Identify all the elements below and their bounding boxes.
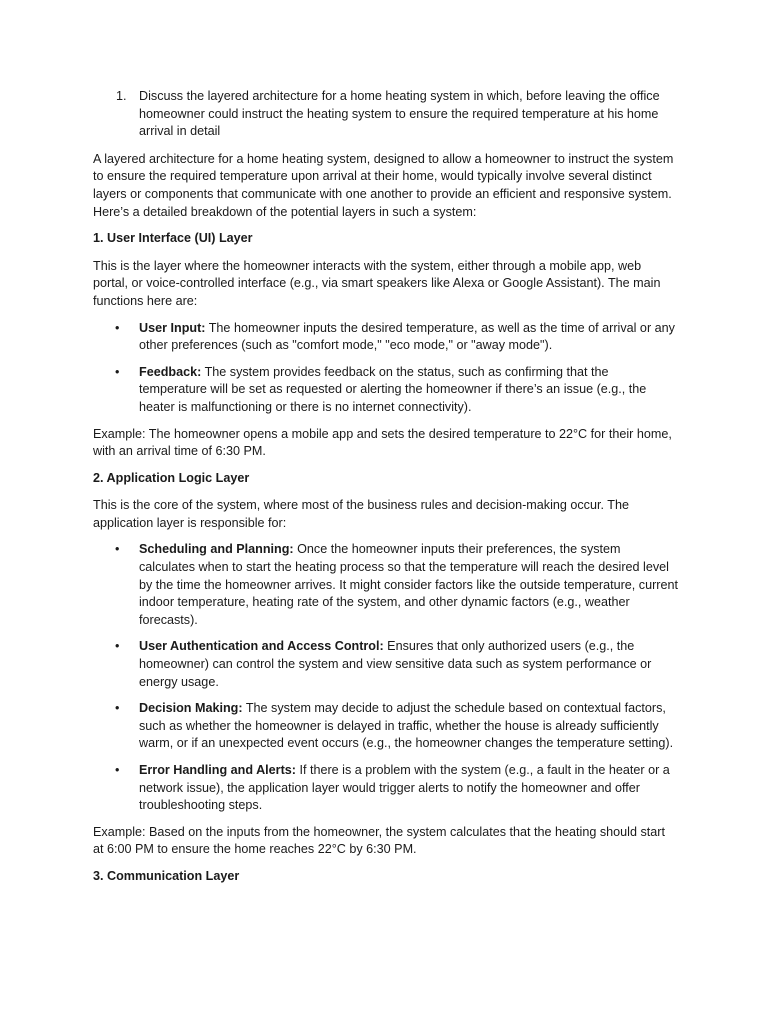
bullet-text: The system may decide to adjust the schedule based on contextual factors, such as whether the homeowner is delayed in traffic, whether the house is already sufficiently warm, or if an unexpected event occurs (e.g., the homeowner changes the temperature setting). [139, 701, 674, 751]
example-paragraph: Example: The homeowner opens a mobile app and sets the desired temperature to 22°C for their home, with an arrival time of 6:30 PM. [93, 426, 672, 459]
bullet-lead: Error Handling and Alerts: [139, 763, 296, 777]
bullet-text: Ensures that only authorized users (e.g., the homeowner) can control the system and view sensitive data such as system performance or energy usage. [139, 639, 652, 689]
bullet-lead: User Authentication and Access Control: [139, 639, 384, 654]
list-item [93, 541, 678, 629]
bullet-icon: • [115, 542, 120, 557]
list-item [93, 364, 678, 417]
question-text: Discuss the layered architecture for a home heating system in which, before leaving the office homeowner could instruct the heating system to ensure the required temperature at his home arrival in detail [139, 89, 660, 139]
bullet-text: The system provides feedback on the status, such as confirming that the temperature will be set as requested or alerting the homeowner if there’s an issue (e.g., the heater is malfunctioning or there is no internet connectivity). [139, 364, 647, 414]
question-item [93, 88, 678, 141]
bullet-lead: Decision Making: [139, 701, 243, 716]
intro-paragraph: A layered architecture for a home heating system, designed to allow a homeowner to instruct the system to ensure the required temperature upon arrival at their home, would typically involve several distinct layers or components that communicate with one another to provide an efficient and responsive system. Here’s a detailed breakdown of the potential layers in such a system: [93, 151, 674, 219]
question-number: 1. [116, 89, 127, 103]
section-heading: 1. User Interface (UI) Layer [93, 231, 253, 246]
bullet-icon: • [115, 763, 120, 777]
example-paragraph: Example: Based on the inputs from the homeowner, the system calculates that the heating should start at 6:00 PM to ensure the home reaches 22°C by 6:30 PM. [93, 824, 665, 857]
list-item [93, 638, 678, 691]
bullet-icon: • [115, 701, 120, 716]
bullet-lead: Feedback: [139, 364, 202, 379]
list-item [93, 762, 678, 815]
section-intro: This is the layer where the homeowner interacts with the system, either through a mobile app, web portal, or voice-controlled interface (e.g., via smart speakers like Alexa or Google Assistant). The main functions here are: [93, 258, 661, 308]
list-item [93, 320, 678, 355]
bullet-lead: User Input: [139, 320, 206, 335]
bullet-icon: • [115, 320, 120, 335]
bullet-icon: • [115, 639, 120, 654]
section-heading: 2. Application Logic Layer [93, 470, 250, 485]
list-item [93, 700, 678, 753]
bullet-lead: Scheduling and Planning: [139, 542, 294, 557]
section-intro: This is the core of the system, where most of the business rules and decision-making occur. The application layer is responsible for: [93, 498, 629, 530]
section-heading: 3. Communication Layer [93, 868, 240, 883]
bullet-text: Once the homeowner inputs their preferences, the system calculates when to start the heating process so that the temperature will reach the desired level by the time the homeowner arrives. It might consider factors like the outside temperature, current indoor temperature, heating rate of the system, and other dynamic factors (e.g., weather forecasts). [139, 542, 678, 627]
bullet-text: If there is a problem with the system (e.g., a fault in the heater or a network issue), the application layer would trigger alerts to notify the homeowner and offer troubleshooting steps. [139, 763, 670, 813]
bullet-text: The homeowner inputs the desired temperature, as well as the time of arrival or any other preferences (such as "comfort mode," "eco mode," or "away mode"). [139, 320, 675, 353]
bullet-icon: • [115, 364, 120, 379]
